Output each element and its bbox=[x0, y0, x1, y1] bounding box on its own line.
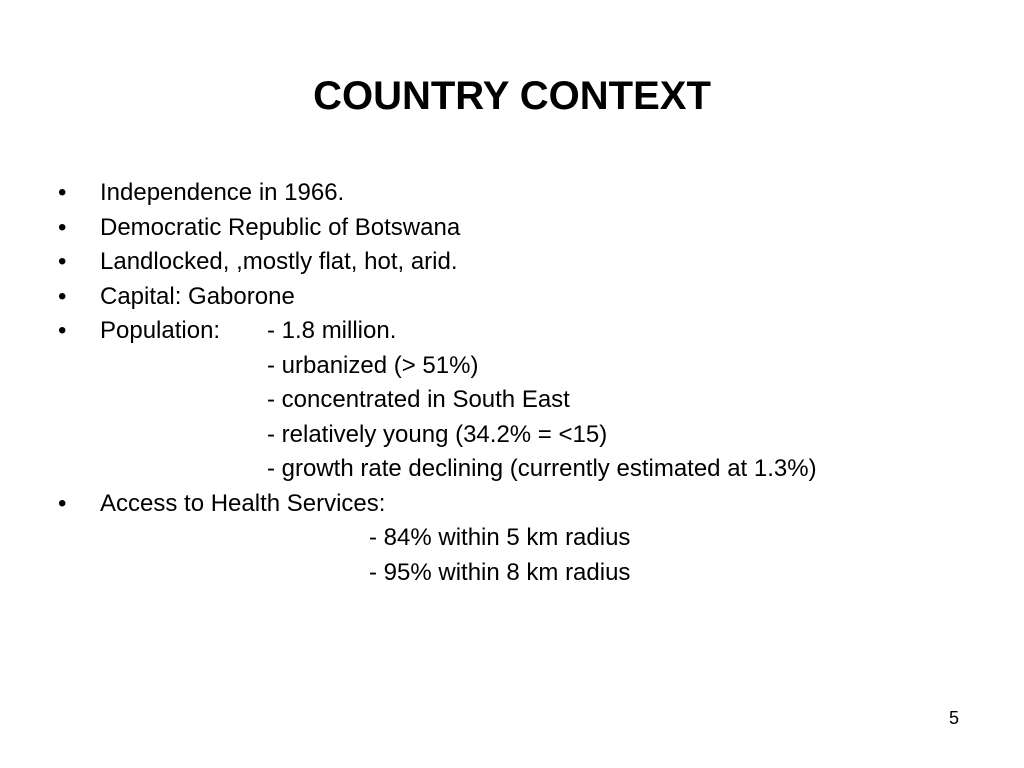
bullet-list bbox=[0, 176, 1024, 590]
page-number: 5 bbox=[949, 708, 960, 728]
bullet-text: Landlocked, ,mostly flat, hot, arid. bbox=[100, 248, 458, 275]
health-access-subitem: - 84% within 5 km radius bbox=[369, 524, 631, 551]
population-subitem: - urbanized (> 51%) bbox=[267, 351, 479, 379]
health-access-subitem: - 95% within 8 km radius bbox=[369, 558, 631, 586]
bullet-text: Democratic Republic of Botswana bbox=[100, 213, 461, 241]
bullet-item-health-access bbox=[0, 487, 1024, 522]
bullet-marker: • bbox=[58, 282, 67, 310]
bullet-item-population bbox=[0, 314, 1024, 349]
population-subitem: - concentrated in South East bbox=[267, 386, 570, 413]
slide-title: COUNTRY CONTEXT bbox=[313, 74, 711, 118]
bullet-item-republic bbox=[0, 211, 1024, 246]
bullet-text: Population: bbox=[100, 317, 221, 344]
population-subitem-line bbox=[0, 418, 1024, 453]
bullet-marker: • bbox=[58, 489, 67, 517]
population-subitem-line bbox=[0, 383, 1024, 418]
population-subitem-line bbox=[0, 349, 1024, 384]
population-subitem: - relatively young (34.2% = <15) bbox=[267, 420, 608, 448]
bullet-text: Access to Health Services: bbox=[100, 489, 386, 517]
population-subitem: - 1.8 million. bbox=[267, 317, 397, 344]
bullet-marker: • bbox=[58, 317, 67, 344]
bullet-marker: • bbox=[58, 248, 67, 275]
population-subitem: - growth rate declining (currently estimated at 1.3%) bbox=[267, 455, 817, 482]
health-access-subitem-line bbox=[0, 556, 1024, 591]
bullet-text: Capital: Gaborone bbox=[100, 282, 295, 310]
bullet-item-landlocked bbox=[0, 245, 1024, 280]
bullet-text: Independence in 1966. bbox=[100, 179, 345, 206]
bullet-marker: • bbox=[58, 179, 67, 206]
health-access-subitem-line bbox=[0, 521, 1024, 556]
bullet-item-capital bbox=[0, 280, 1024, 315]
population-subitem-line bbox=[0, 452, 1024, 487]
bullet-item-independence bbox=[0, 176, 1024, 211]
bullet-marker: • bbox=[58, 213, 67, 241]
